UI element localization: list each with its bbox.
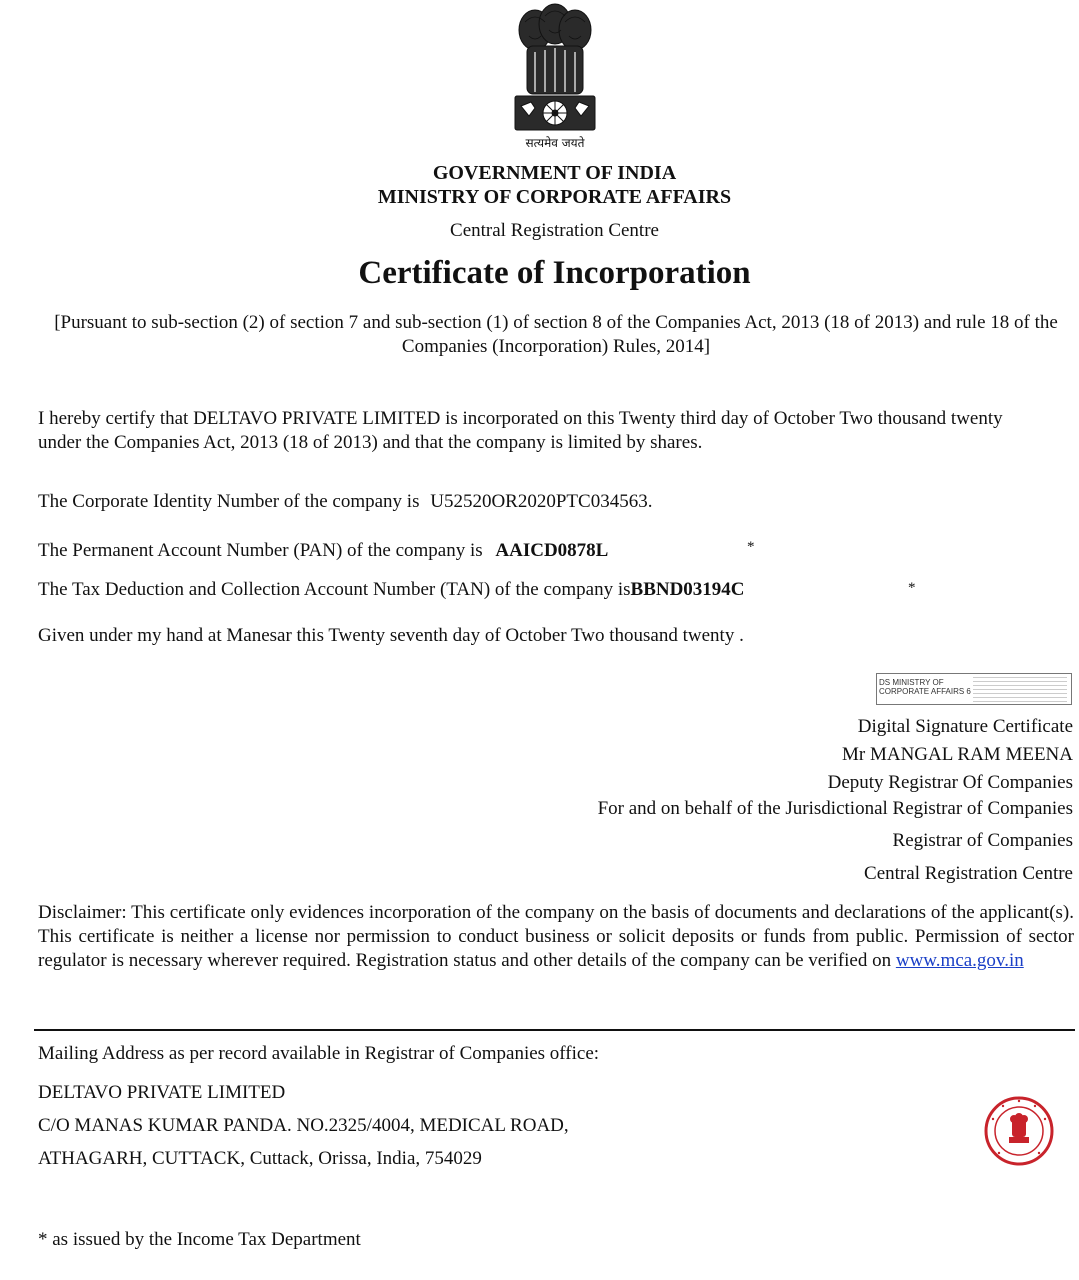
signatory-office: Registrar of Companies [892, 830, 1073, 851]
disclaimer-text: Disclaimer: This certificate only evidences incorporation of the company on the basis of documents and declarations of the applicant(s). This certificate is neither a license nor permission to conduct business or solicit deposits or funds from public. Permission of sector regulator is necessary wherever required. Registration status and other details of the company can be verified on [38, 902, 1074, 971]
signatory-line-1: Digital Signature Certificate [857, 716, 1073, 737]
signatory-name: Mr MANGAL RAM MEENA [842, 744, 1073, 765]
pan-footnote-mark: * [747, 539, 755, 555]
mailing-heading: Mailing Address as per record available in Registrar of Companies office: [38, 1043, 600, 1064]
cin-value: U52520OR2020PTC034563. [430, 491, 653, 512]
divider [34, 1029, 1075, 1031]
tan-label: The Tax Deduction and Collection Account Number (TAN) of the company is [38, 579, 631, 600]
tan-footnote-mark: * [908, 580, 916, 596]
footnote-mark: * [38, 1229, 48, 1250]
national-emblem-icon [505, 2, 605, 136]
centre-label: Central Registration Centre [450, 220, 659, 241]
mailing-line-1: DELTAVO PRIVATE LIMITED [38, 1082, 286, 1103]
signatory-centre: Central Registration Centre [864, 863, 1073, 884]
signature-stamp-line1: DS MINISTRY OF [879, 678, 944, 687]
cin-line [38, 490, 1038, 514]
mailing-line-3: ATHAGARH, CUTTACK, Cuttack, Orissa, India, 754029 [38, 1148, 482, 1169]
pan-line [38, 539, 1038, 563]
page-title: Certificate of Incorporation [358, 255, 751, 291]
disclaimer [38, 901, 1074, 973]
government-label: GOVERNMENT OF INDIA [432, 162, 677, 184]
footnote [38, 1229, 361, 1251]
digital-signature-stamp [876, 673, 1072, 705]
ministry-label: MINISTRY OF CORPORATE AFFAIRS [377, 186, 732, 208]
national-motto: सत्यमेव जयते [525, 136, 585, 150]
footnote-text: as issued by the Income Tax Department [52, 1229, 361, 1250]
legal-basis: [Pursuant to sub-section (2) of section 7 and sub-section (1) of section 8 of the Companies Act, 2013 (18 of 2013) and rule 18 of the Companies (Incorporation) Rules, 2014] [54, 312, 1058, 357]
tan-value: BBND03194C [630, 579, 745, 600]
signatory-behalf: For and on behalf of the Jurisdictional Registrar of Companies [597, 798, 1073, 819]
tan-line [38, 578, 1038, 602]
signature-stamp-line2: CORPORATE AFFAIRS 6 [879, 687, 971, 696]
mca-website-link[interactable]: www.mca.gov.in [895, 950, 1024, 971]
certification-statement: I hereby certify that DELTAVO PRIVATE LIMITED is incorporated on this Twenty third day of October Two thousand twenty under the Companies Act, 2013 (18 of 2013) and that the company is limited by shares. [38, 408, 1003, 453]
mailing-line-2: C/O MANAS KUMAR PANDA. NO.2325/4004, MEDICAL ROAD, [38, 1115, 569, 1136]
signature-fine-print [973, 676, 1067, 702]
given-statement: Given under my hand at Manesar this Twenty seventh day of October Two thousand twenty . [38, 625, 744, 646]
pan-value: AAICD0878L [495, 540, 609, 561]
cin-label: The Corporate Identity Number of the company is [38, 491, 420, 512]
issuing-authority [0, 161, 1079, 209]
pan-label: The Permanent Account Number (PAN) of the company is [38, 540, 483, 561]
signatory-designation: Deputy Registrar Of Companies [827, 772, 1073, 793]
ministry-seal-icon [983, 1095, 1055, 1167]
